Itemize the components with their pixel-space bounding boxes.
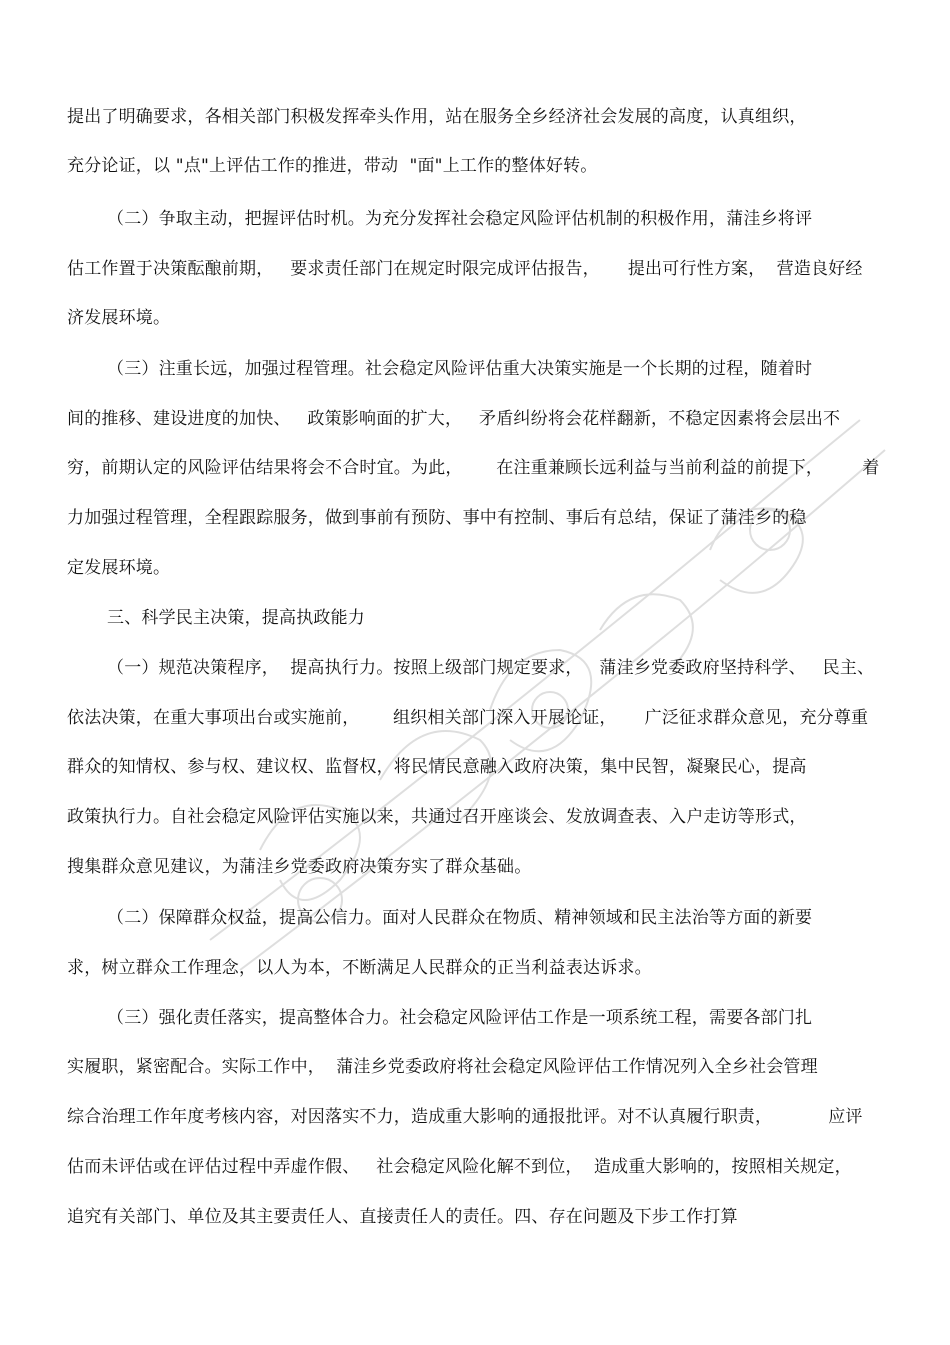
text-line: 定发展环境。 <box>67 558 171 578</box>
section-heading: 三、科学民主决策，提高执政能力 <box>107 608 365 628</box>
paragraph-heading: （一）规范决策程序， 提高执行力。按照上级部门规定要求， 蒲洼乡党委政府坚持科学、 民主、 <box>107 658 875 678</box>
paragraph-heading: （二）争取主动，把握评估时机。为充分发挥社会稳定风险评估机制的积极作用，蒲洼乡将评 <box>107 209 813 229</box>
text-line: 穷，前期认定的风险评估结果将会不合时宜。为此， 在注重兼顾长远利益与当前利益的前提下， 着 <box>67 458 880 478</box>
paragraph-heading: （三）注重长远，加强过程管理。社会稳定风险评估重大决策实施是一个长期的过程，随着时 <box>107 359 813 379</box>
paragraph-heading: （二）保障群众权益，提高公信力。面对人民群众在物质、精神领域和民主法治等方面的新要 <box>107 908 813 928</box>
text-line: 依法决策，在重大事项出台或实施前， 组织相关部门深入开展论证， 广泛征求群众意见，充分尊重 <box>67 708 869 728</box>
text-line: 间的推移、建设进度的加快、 政策影响面的扩大， 矛盾纠纷将会花样翻新，不稳定因素将会层出不 <box>67 409 841 429</box>
text-line: 群众的知情权、参与权、建议权、监督权，将民情民意融入政府决策，集中民智，凝聚民心，提高 <box>67 757 807 777</box>
text-line: 提出了明确要求，各相关部门积极发挥牵头作用，站在服务全乡经济社会发展的高度，认真组织， <box>67 107 807 127</box>
text-line: 估而未评估或在评估过程中弄虚作假、 社会稳定风险化解不到位， 造成重大影响的，按照相关规定， <box>67 1157 852 1177</box>
text-line: 搜集群众意见建议，为蒲洼乡党委政府决策夯实了群众基础。 <box>67 857 532 877</box>
text-line: 充分论证，以 "点"上评估工作的推进，带动 "面"上工作的整体好转。 <box>67 156 598 176</box>
text-line: 力加强过程管理，全程跟踪服务，做到事前有预防、事中有控制、事后有总结，保证了蒲洼乡的稳 <box>67 508 807 528</box>
text-line: 综合治理工作年度考核内容，对因落实不力，造成重大影响的通报批评。对不认真履行职责， 应评 <box>67 1107 863 1127</box>
text-line: 追究有关部门、单位及其主要责任人、直接责任人的责任。四、存在问题及下步工作打算 <box>67 1207 738 1227</box>
text-line: 估工作置于决策酝酿前期， 要求责任部门在规定时限完成评估报告， 提出可行性方案， 营造良好经 <box>67 259 863 279</box>
text-line: 求，树立群众工作理念，以人为本，不断满足人民群众的正当利益表达诉求。 <box>67 958 652 978</box>
paragraph-heading: （三）强化责任落实，提高整体合力。社会稳定风险评估工作是一项系统工程，需要各部门扎 <box>107 1008 813 1028</box>
text-line: 实履职，紧密配合。实际工作中， 蒲洼乡党委政府将社会稳定风险评估工作情况列入全乡社会管理 <box>67 1057 818 1077</box>
text-line: 政策执行力。自社会稳定风险评估实施以来，共通过召开座谈会、发放调查表、入户走访等形式， <box>67 807 807 827</box>
text-line: 济发展环境。 <box>67 308 171 328</box>
